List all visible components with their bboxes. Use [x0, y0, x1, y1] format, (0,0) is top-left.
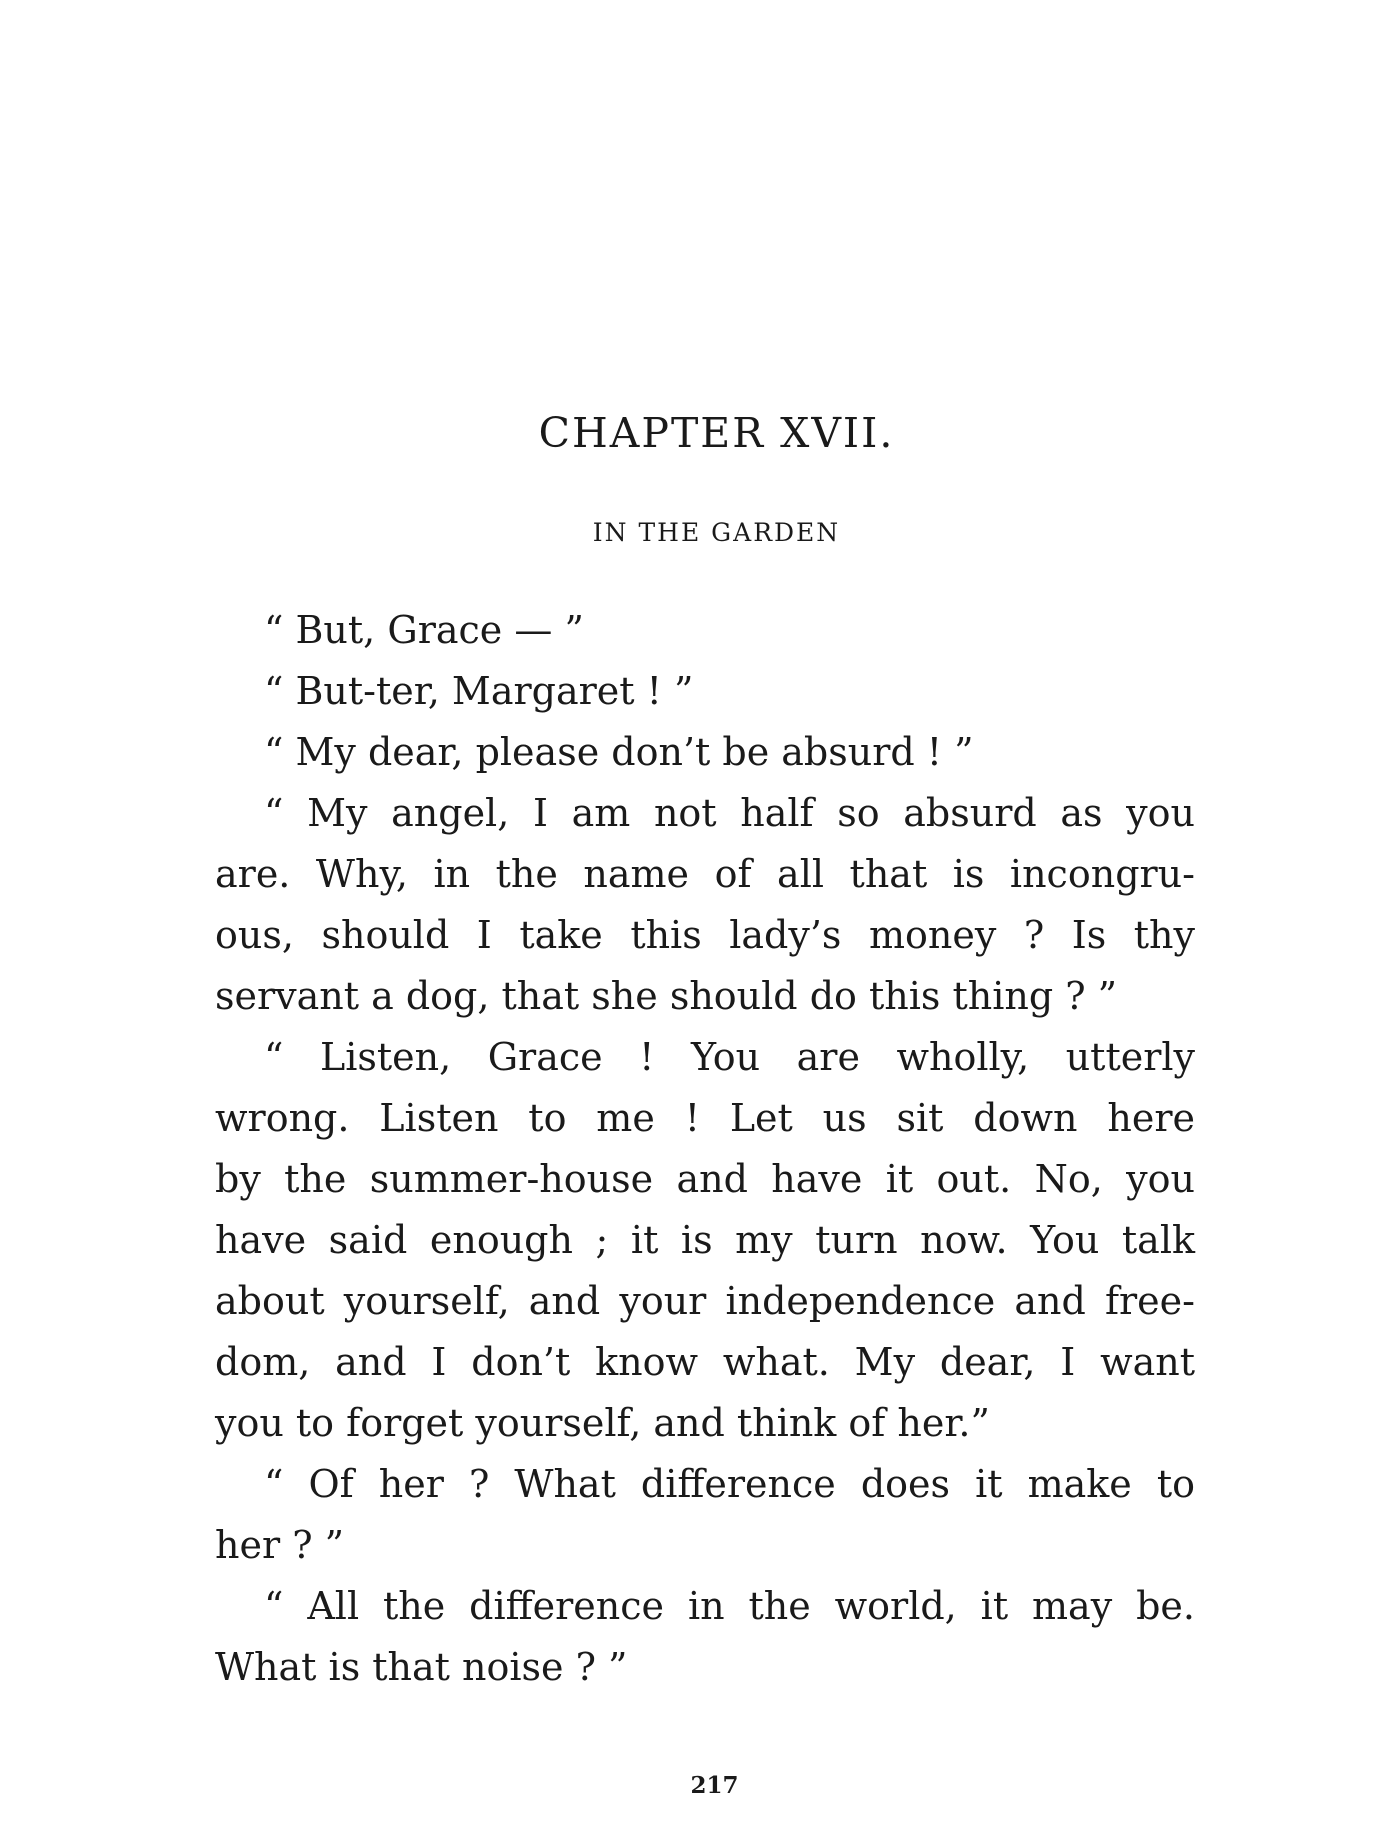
paragraph [215, 600, 1195, 661]
text-line: are. Why, in the name of all that is incongru- [215, 852, 1195, 896]
text-line: wrong. Listen to me ! Let us sit down here [215, 1096, 1195, 1140]
text-line: by the summer-house and have it out. No, you [215, 1157, 1195, 1201]
chapter-title: CHAPTER XVII. [538, 409, 895, 457]
page-number: 217 [690, 1772, 739, 1799]
text-line: her ? ” [215, 1523, 345, 1567]
text-line: “ But-ter, Margaret ! ” [264, 669, 694, 713]
text-line: dom, and I don’t know what. My dear, I want [215, 1340, 1195, 1384]
paragraph [215, 1576, 1195, 1698]
text-line: “ All the difference in the world, it may be. [264, 1584, 1195, 1628]
paragraph [215, 783, 1195, 1027]
paragraph [215, 722, 1195, 783]
paragraph [215, 661, 1195, 722]
paragraph [215, 1454, 1195, 1576]
body-text [215, 600, 1195, 1698]
text-line: “ My dear, please don’t be absurd ! ” [264, 730, 974, 774]
text-line: have said enough ; it is my turn now. You talk [215, 1218, 1195, 1262]
chapter-subtitle: IN THE GARDEN [592, 518, 841, 547]
text-line: you to forget yourself, and think of her.” [215, 1401, 990, 1445]
text-line: What is that noise ? ” [215, 1645, 628, 1689]
text-line: “ Listen, Grace ! You are wholly, utterly [264, 1035, 1195, 1079]
text-line: “ Of her ? What difference does it make to [264, 1462, 1195, 1506]
text-line: “ My angel, I am not half so absurd as you [264, 791, 1195, 835]
text-line: servant a dog, that she should do this thing ? ” [215, 974, 1118, 1018]
text-line: about yourself, and your independence and free- [215, 1279, 1195, 1323]
paragraph [215, 1027, 1195, 1454]
text-line: “ But, Grace — ” [264, 608, 584, 652]
text-line: ous, should I take this lady’s money ? Is thy [215, 913, 1195, 957]
